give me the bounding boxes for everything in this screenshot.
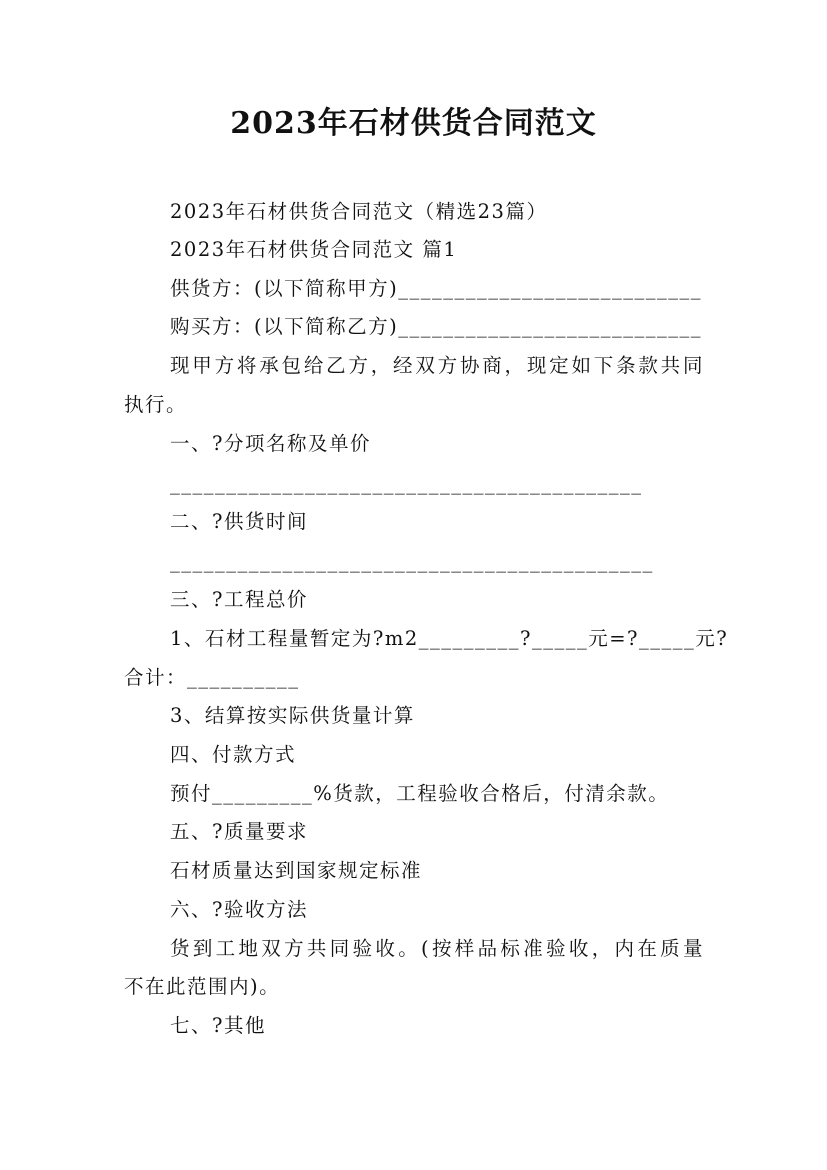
blank-fill-line: ___________________________________________ — [170, 550, 654, 573]
paragraph-line: 不在此范围内)。 — [124, 975, 281, 998]
paragraph-line: 合计：__________ — [124, 666, 300, 689]
paragraph-line: 货到工地双方共同验收。(按样品标准验收，内在质量 — [170, 937, 704, 960]
paragraph-line: 现甲方将承包给乙方，经双方协商，现定如下条款共同 — [170, 354, 704, 377]
clause-heading: 四、付款方式 — [170, 743, 297, 766]
supplier-line: 供货方：(以下简称甲方)___________________________ — [170, 277, 702, 300]
paragraph-line: 1、石材工程量暂定为?m2_________?_____元=?_____元? — [170, 627, 729, 650]
section-heading: 2023年石材供货合同范文 篇1 — [170, 238, 458, 261]
paragraph-line: 预付_________%货款，工程验收合格后，付清余款。 — [170, 782, 670, 805]
clause-heading: 一、?分项名称及单价 — [170, 432, 371, 455]
paragraph-line: 3、结算按实际供货量计算 — [170, 704, 415, 727]
clause-heading: 二、?供货时间 — [170, 510, 308, 533]
clause-heading: 七、?其他 — [170, 1014, 266, 1037]
buyer-line: 购买方：(以下简称乙方)___________________________ — [170, 315, 702, 338]
document-title: 2023年石材供货合同范文 — [230, 106, 597, 141]
clause-heading: 六、?验收方法 — [170, 898, 308, 921]
paragraph-line: 执行。 — [124, 393, 188, 416]
clause-heading: 三、?工程总价 — [170, 588, 308, 611]
paragraph-line: 石材质量达到国家规定标准 — [170, 859, 423, 882]
blank-fill-line: __________________________________________ — [170, 472, 643, 495]
subtitle-line: 2023年石材供货合同范文（精选23篇） — [170, 200, 548, 223]
clause-heading: 五、?质量要求 — [170, 820, 308, 843]
